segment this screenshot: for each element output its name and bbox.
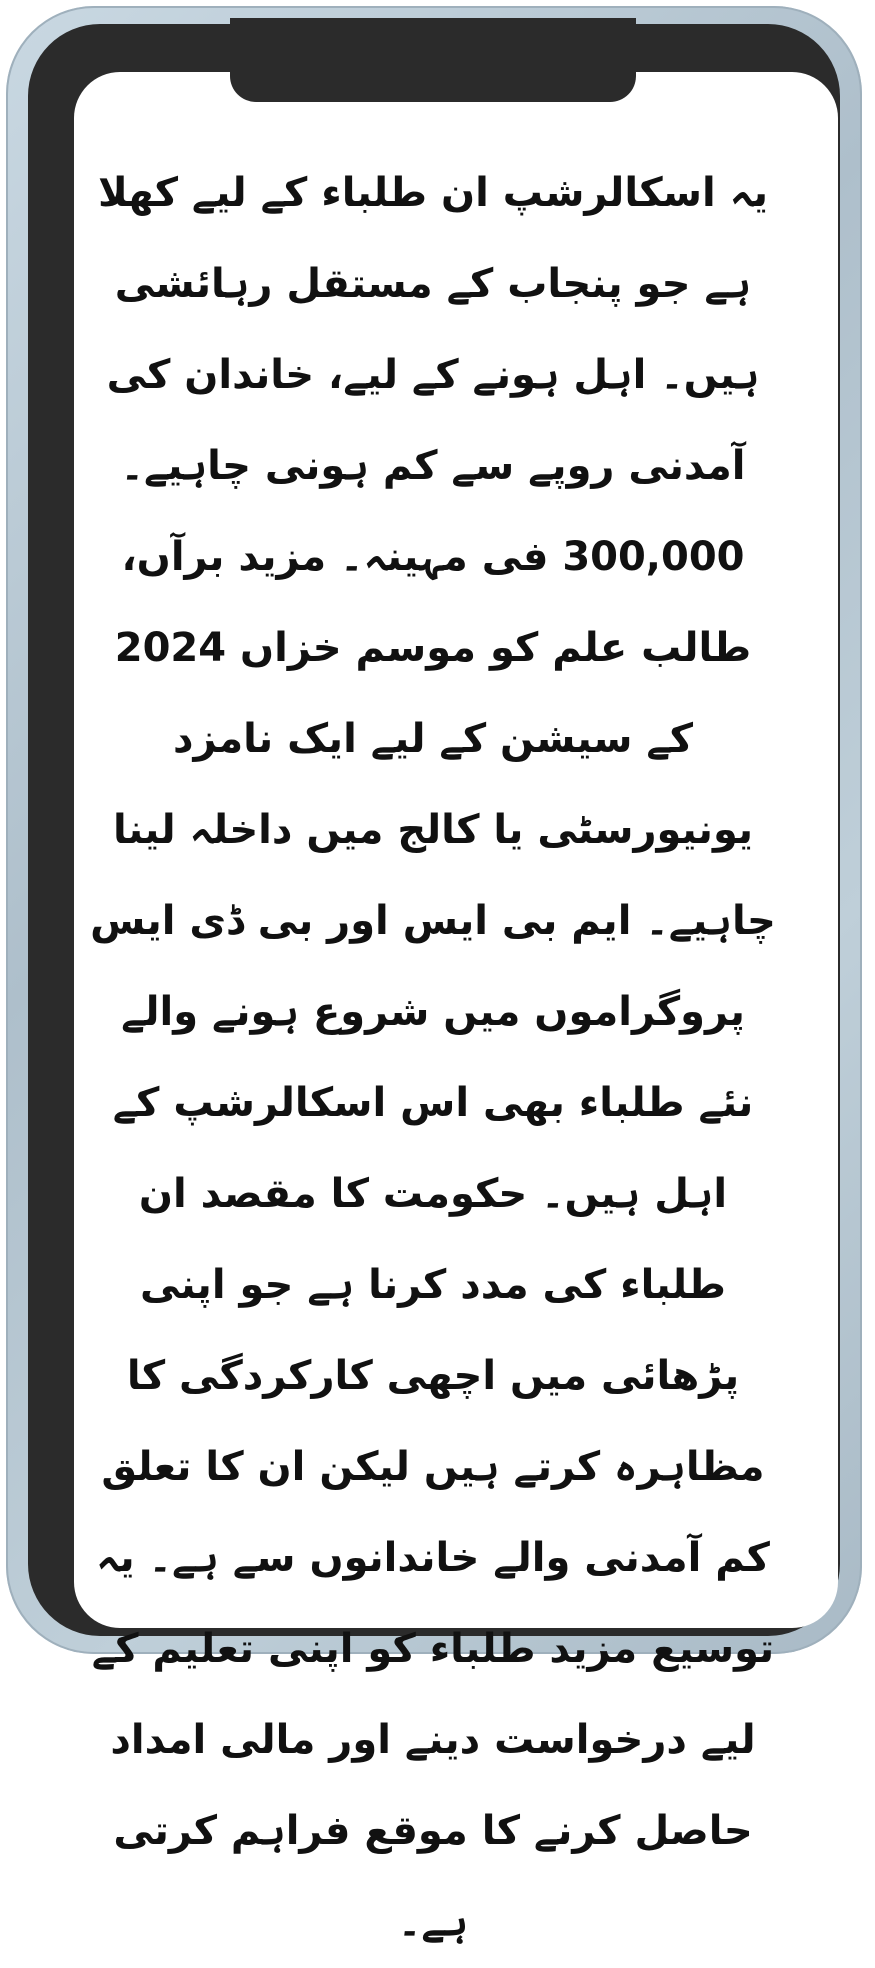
phone-notch (230, 18, 636, 102)
scholarship-description-text: یہ اسکالرشپ ان طلباء کے لیے کھلا ہے جو پنجاب کے مستقل رہائشی ہیں۔ اہل ہونے کے لیے، خاندان کی آمدنی روپے سے کم ہونی چاہیے۔ 300,000 فی مہینہ۔ مزید برآں، طالب علم کو موسم خزاں 2024 کے سیشن کے لیے ایک نامزد یونیورسٹی یا کالج میں داخلہ لینا چاہیے۔ ایم بی ایس اور بی ڈی ایس پروگراموں میں شروع ہونے والے نئے طلباء بھی اس اسکالرشپ کے اہل ہیں۔ حکومت کا مقصد ان طلباء کی مدد کرنا ہے جو اپنی پڑھائی میں اچھی کارکردگی کا مظاہرہ کرتے ہیں لیکن ان کا تعلق کم آمدنی والے خاندانوں سے ہے۔ یہ توسیع مزید طلباء کو اپنی تعلیم کے لیے درخواست دینے اور مالی امداد حاصل کرنے کا موقع فراہم کرتی ہے۔ (90, 170, 776, 1945)
